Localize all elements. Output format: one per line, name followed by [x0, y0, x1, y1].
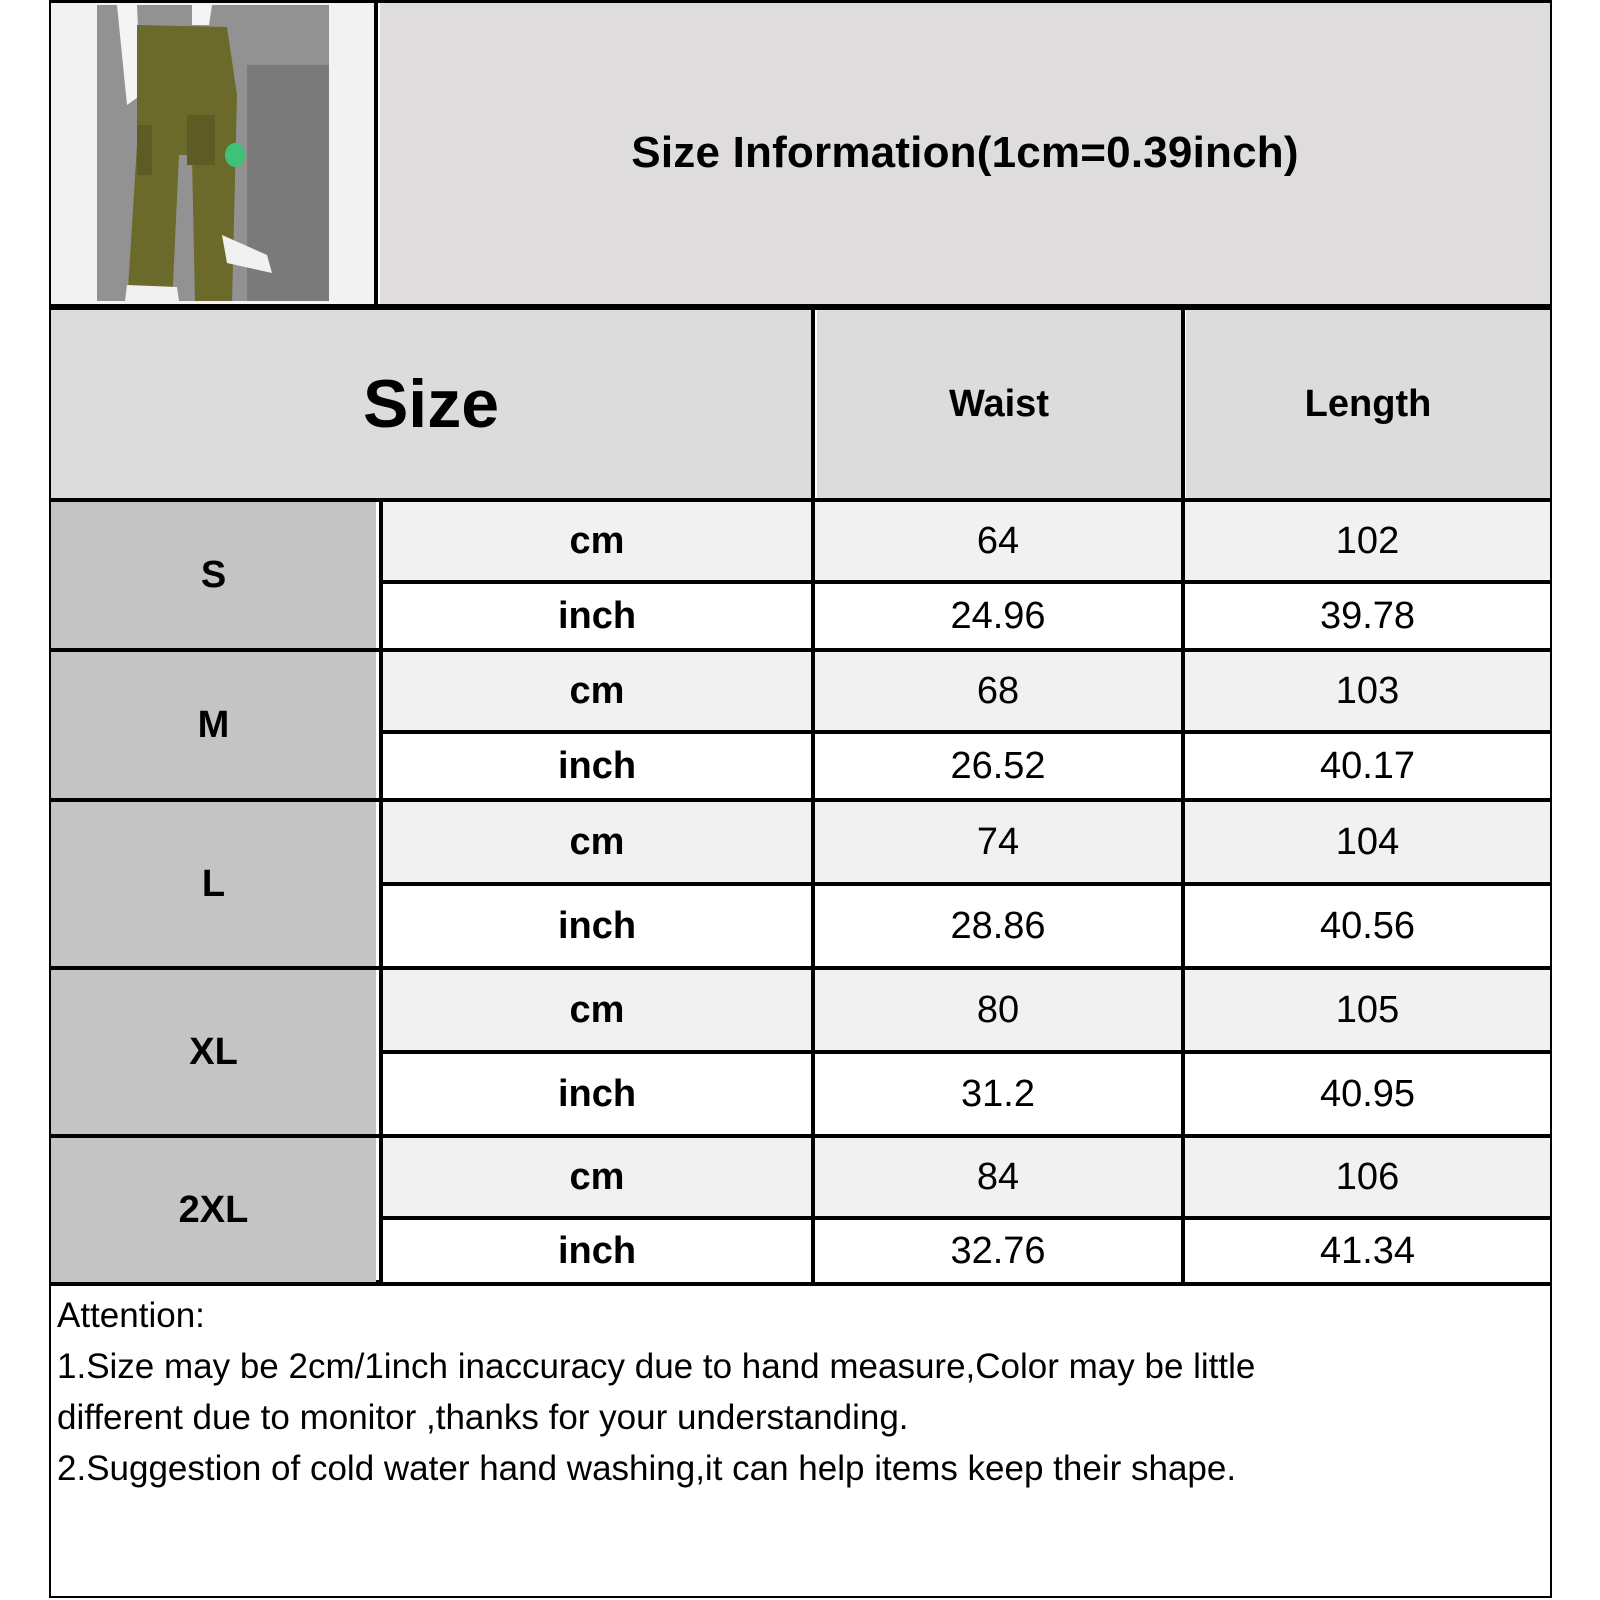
- divider: [1181, 1138, 1185, 1216]
- waist-cell: 28.86: [815, 886, 1181, 966]
- divider: [811, 802, 815, 882]
- unit-cell: cm: [383, 970, 811, 1050]
- waist-cell: 80: [815, 970, 1181, 1050]
- waist-cell: 74: [815, 802, 1181, 882]
- title-cell: [380, 2, 1550, 304]
- divider: [811, 1138, 815, 1216]
- divider: [1181, 1054, 1185, 1134]
- length-cell: 40.95: [1185, 1054, 1550, 1134]
- length-cell: 40.17: [1185, 734, 1550, 798]
- unit-cell: inch: [383, 1054, 811, 1134]
- size-label: XL: [51, 970, 376, 1134]
- waist-cell: 32.76: [815, 1220, 1181, 1282]
- divider: [811, 1054, 815, 1134]
- unit-cell: cm: [383, 1138, 811, 1216]
- length-cell: 103: [1185, 652, 1550, 730]
- length-cell: 106: [1185, 1138, 1550, 1216]
- length-cell: 41.34: [1185, 1220, 1550, 1282]
- divider: [1181, 502, 1185, 580]
- notes-heading: Attention:: [57, 1296, 205, 1335]
- divider: [811, 886, 815, 966]
- divider: [811, 652, 815, 730]
- unit-cell: cm: [383, 502, 811, 580]
- notes-line: 1.Size may be 2cm/1inch inaccuracy due to hand measure,Color may be little: [57, 1347, 1256, 1386]
- header-waist: Waist: [817, 310, 1181, 498]
- length-cell: 104: [1185, 802, 1550, 882]
- divider: [811, 502, 815, 580]
- waist-cell: 31.2: [815, 1054, 1181, 1134]
- header-size: Size: [51, 310, 811, 498]
- divider: [1181, 802, 1185, 882]
- divider: [1181, 734, 1185, 798]
- notes-line: different due to monitor ,thanks for your understanding.: [57, 1398, 909, 1437]
- divider: [1181, 652, 1185, 730]
- unit-cell: inch: [383, 734, 811, 798]
- divider: [1181, 970, 1185, 1050]
- length-cell: 39.78: [1185, 584, 1550, 648]
- divider: [811, 970, 815, 1050]
- unit-cell: inch: [383, 886, 811, 966]
- size-label: 2XL: [51, 1138, 376, 1282]
- waist-cell: 24.96: [815, 584, 1181, 648]
- product-photo-cell: [51, 2, 378, 304]
- waist-cell: 68: [815, 652, 1181, 730]
- size-label: M: [51, 652, 376, 798]
- notes-line: 2.Suggestion of cold water hand washing,it can help items keep their shape.: [57, 1449, 1237, 1488]
- divider: [49, 1282, 1552, 1286]
- divider: [1181, 584, 1185, 648]
- unit-cell: cm: [383, 652, 811, 730]
- divider: [379, 580, 1552, 584]
- unit-cell: cm: [383, 802, 811, 882]
- length-cell: 102: [1185, 502, 1550, 580]
- unit-cell: inch: [383, 1220, 811, 1282]
- unit-cell: inch: [383, 584, 811, 648]
- divider: [49, 0, 1552, 3]
- divider: [379, 1216, 1552, 1220]
- length-cell: 105: [1185, 970, 1550, 1050]
- divider: [811, 1220, 815, 1282]
- divider: [811, 584, 815, 648]
- divider: [1181, 310, 1185, 498]
- header-length: Length: [1186, 310, 1550, 498]
- product-photo: [97, 5, 329, 301]
- divider: [379, 882, 1552, 886]
- divider: [811, 734, 815, 798]
- size-label: L: [51, 802, 376, 966]
- divider: [811, 310, 815, 498]
- divider: [1181, 1220, 1185, 1282]
- page-title: Size Information(1cm=0.39inch): [631, 128, 1299, 177]
- waist-cell: 26.52: [815, 734, 1181, 798]
- length-cell: 40.56: [1185, 886, 1550, 966]
- size-label: S: [51, 502, 376, 648]
- divider: [1181, 886, 1185, 966]
- divider: [379, 1050, 1552, 1054]
- waist-cell: 84: [815, 1138, 1181, 1216]
- waist-cell: 64: [815, 502, 1181, 580]
- divider: [379, 730, 1552, 734]
- attention-notes: [57, 1290, 1537, 1494]
